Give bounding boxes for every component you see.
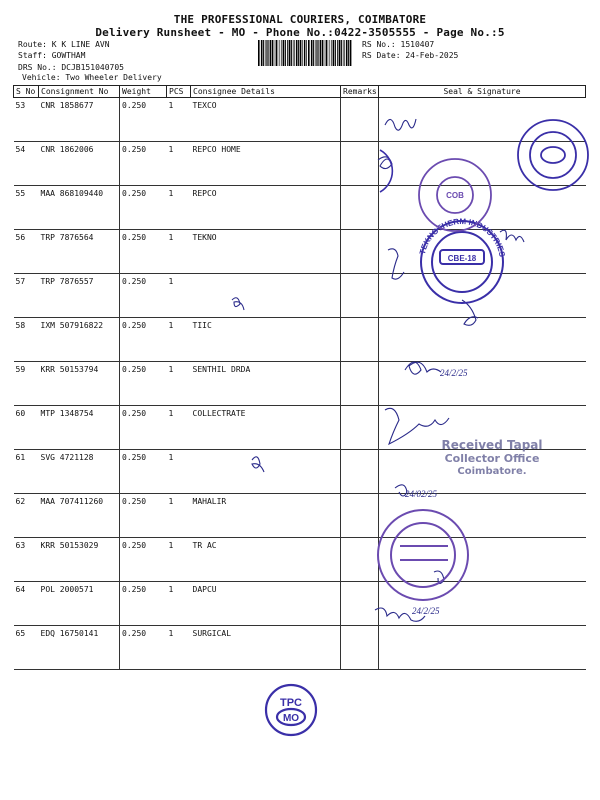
barcode-bar [272,40,274,66]
barcode-bar [308,40,310,66]
cell-weight: 0.250 [120,494,167,538]
cell-seal-signature [379,142,586,186]
barcode-bar [346,40,348,66]
cell-weight: 0.250 [120,98,167,142]
barcode-bar [344,40,345,66]
cell-pcs: 1 [167,142,191,186]
cell-weight: 0.250 [120,230,167,274]
cell-pcs: 1 [167,538,191,582]
cell-consignee: COLLECTRATE [191,406,341,450]
barcode-bar [304,40,305,66]
cell-remarks [341,582,379,626]
cell-consignment: KRR 50153794 [39,362,120,406]
cell-consignment: KRR 50153029 [39,538,120,582]
staff-label: Staff: GOWTHAM [18,51,86,60]
barcode-bar [283,40,285,66]
teknotherm-ring-text: TEKNOTHERM INDUSTRIES [417,216,507,258]
cell-pcs: 1 [167,494,191,538]
cell-consignment: TRP 7876564 [39,230,120,274]
cell-pcs: 1 [167,450,191,494]
cell-pcs: 1 [167,274,191,318]
barcode-bar [348,40,349,66]
barcode-bar [341,40,342,66]
table-row [14,626,586,670]
barcode-bar [337,40,338,66]
cell-seal-signature [379,318,586,362]
cell-sno: 53 [14,98,39,142]
barcode-bar [316,40,317,66]
barcode-bar [300,40,302,66]
barcode-bar [280,40,281,66]
table-row [14,318,586,362]
barcode-bar [306,40,307,66]
cell-remarks [341,186,379,230]
cbe18-text: CBE-18 [447,254,477,263]
table-row [14,230,586,274]
cell-seal-signature [379,450,586,494]
cell-consignment: EDQ 16750141 [39,626,120,670]
cell-sno: 60 [14,406,39,450]
cell-consignee: DAPCU [191,582,341,626]
vehicle-label: Vehicle: Two Wheeler Delivery [22,73,162,82]
cell-consignment: CNR 1858677 [39,98,120,142]
table-row [14,582,586,626]
cell-pcs: 1 [167,98,191,142]
barcode-bar [317,40,318,66]
collector-office-text: Collector Office [444,452,540,465]
cell-weight: 0.250 [120,186,167,230]
runsheet-subtitle: Delivery Runsheet - MO - Phone No.:0422-3505555 - Page No.:5 [95,26,505,39]
drs-number: DRS No.: DCJB151040705 [18,63,124,72]
runsheet-table [13,85,586,670]
barcode-bar [320,40,322,66]
cell-consignee [191,450,341,494]
cell-weight: 0.250 [120,318,167,362]
barcode [258,40,352,66]
barcode-bar [350,40,352,66]
cell-consignee: REPCO [191,186,341,230]
cell-sno: 55 [14,186,39,230]
cell-weight: 0.250 [120,450,167,494]
barcode-bar [267,40,268,66]
cell-remarks [341,318,379,362]
cell-seal-signature [379,362,586,406]
cell-weight: 0.250 [120,362,167,406]
tpc-mo-stamp [266,685,316,735]
barcode-bar [281,40,282,66]
cell-remarks [341,230,379,274]
coimbatore-text: Coimbatore. [457,466,527,477]
cell-remarks [341,274,379,318]
cell-seal-signature [379,274,586,318]
cell-sno: 59 [14,362,39,406]
cell-pcs: 1 [167,626,191,670]
cell-weight: 0.250 [120,142,167,186]
cell-consignment: TRP 7876557 [39,274,120,318]
cell-seal-signature [379,494,586,538]
cell-remarks [341,98,379,142]
cell-pcs: 1 [167,318,191,362]
cell-weight: 0.250 [120,626,167,670]
cell-consignee: TEXCO [191,98,341,142]
cell-seal-signature [379,538,586,582]
cell-consignee: REPCO HOME [191,142,341,186]
table-row [14,186,586,230]
barcode-bar [313,40,314,66]
barcode-bar [335,40,336,66]
barcode-bar [261,40,263,66]
table-row [14,274,586,318]
barcode-bar [318,40,319,66]
rs-date: RS Date: 24-Feb-2025 [362,51,459,60]
cell-remarks [341,450,379,494]
col-header-consignment: Consignment No [39,86,120,98]
barcode-bar [331,40,332,66]
barcode-bar [285,40,286,66]
cell-consignee: SURGICAL [191,626,341,670]
cell-weight: 0.250 [120,406,167,450]
col-header-pcs: PCS [167,86,191,98]
cell-pcs: 1 [167,230,191,274]
cell-remarks [341,362,379,406]
cell-sno: 58 [14,318,39,362]
table-row [14,538,586,582]
barcode-bar [268,40,269,66]
barcode-bar [263,40,264,66]
received-tapal-text: Received Tapal [441,438,543,452]
company-title: THE PROFESSIONAL COURIERS, COIMBATORE [173,13,427,26]
cell-consignee: TIIC [191,318,341,362]
cell-sno: 57 [14,274,39,318]
cell-seal-signature [379,230,586,274]
table-row [14,142,586,186]
table-header-row [14,86,586,98]
barcode-bar [275,40,276,66]
barcode-bar [296,40,298,66]
cell-consignee [191,274,341,318]
cell-remarks [341,538,379,582]
barcode-bar [302,40,303,66]
barcode-bar [289,40,291,66]
tpc-text: TPC [280,697,302,709]
handwritten-date-65: 24/2/25 [412,606,440,616]
cell-seal-signature [379,406,586,450]
cell-sno: 62 [14,494,39,538]
cell-remarks [341,406,379,450]
cell-seal-signature [379,186,586,230]
barcode-bar [276,40,277,66]
cell-sno: 65 [14,626,39,670]
cell-consignee: SENTHIL DRDA [191,362,341,406]
col-header-seal-signature: Seal & Signature [379,86,586,98]
route-label: Route: K K LINE AVN [18,40,110,49]
cell-pcs: 1 [167,582,191,626]
cell-pcs: 1 [167,186,191,230]
cell-consignee: TR AC [191,538,341,582]
cell-pcs: 1 [167,362,191,406]
barcode-bar [294,40,295,66]
cell-consignment: MTP 1348754 [39,406,120,450]
barcode-bar [325,40,326,66]
barcode-bar [298,40,299,66]
table-row [14,362,586,406]
cell-consignment: IXM 507916822 [39,318,120,362]
barcode-bar [330,40,331,66]
cell-consignment: MAA 868109440 [39,186,120,230]
barcode-bar [339,40,341,66]
cell-seal-signature [379,582,586,626]
cell-consignment: MAA 707411260 [39,494,120,538]
cell-seal-signature [379,626,586,670]
cell-consignee: TEKNO [191,230,341,274]
cell-consignment: CNR 1862006 [39,142,120,186]
cell-weight: 0.250 [120,582,167,626]
cell-weight: 0.250 [120,538,167,582]
barcode-bar [266,40,267,66]
cell-consignment: POL 2000571 [39,582,120,626]
handwritten-date-59: 24/2/25 [440,368,468,378]
cob-text: COB [446,191,464,200]
cell-sno: 56 [14,230,39,274]
col-header-sno: S No [14,86,39,98]
cell-sno: 54 [14,142,39,186]
cell-weight: 0.250 [120,274,167,318]
cell-remarks [341,142,379,186]
cell-consignment: SVG 4721128 [39,450,120,494]
barcode-bar [258,40,260,66]
cell-seal-signature [379,98,586,142]
barcode-bar [270,40,272,66]
table-row [14,494,586,538]
table-row [14,406,586,450]
barcode-bar [326,40,327,66]
cell-pcs: 1 [167,406,191,450]
barcode-bar [311,40,313,66]
rs-number: RS No.: 1510407 [362,40,435,49]
table-row [14,450,586,494]
table-row [14,98,586,142]
cell-remarks [341,626,379,670]
cell-sno: 64 [14,582,39,626]
cell-sno: 63 [14,538,39,582]
col-header-consignee: Consignee Details [191,86,341,98]
barcode-bar [278,40,279,66]
barcode-bar [291,40,292,66]
barcode-bar [287,40,288,66]
mo-text: MO [282,713,300,724]
col-header-remarks: Remarks [341,86,379,98]
handwritten-date-62: 24/02/25 [405,489,438,499]
cell-consignee: MAHALIR [191,494,341,538]
cell-remarks [341,494,379,538]
col-header-weight: Weight [120,86,167,98]
barcode-bar [322,40,324,66]
barcode-bar [333,40,335,66]
cell-sno: 61 [14,450,39,494]
barcode-bar [328,40,329,66]
